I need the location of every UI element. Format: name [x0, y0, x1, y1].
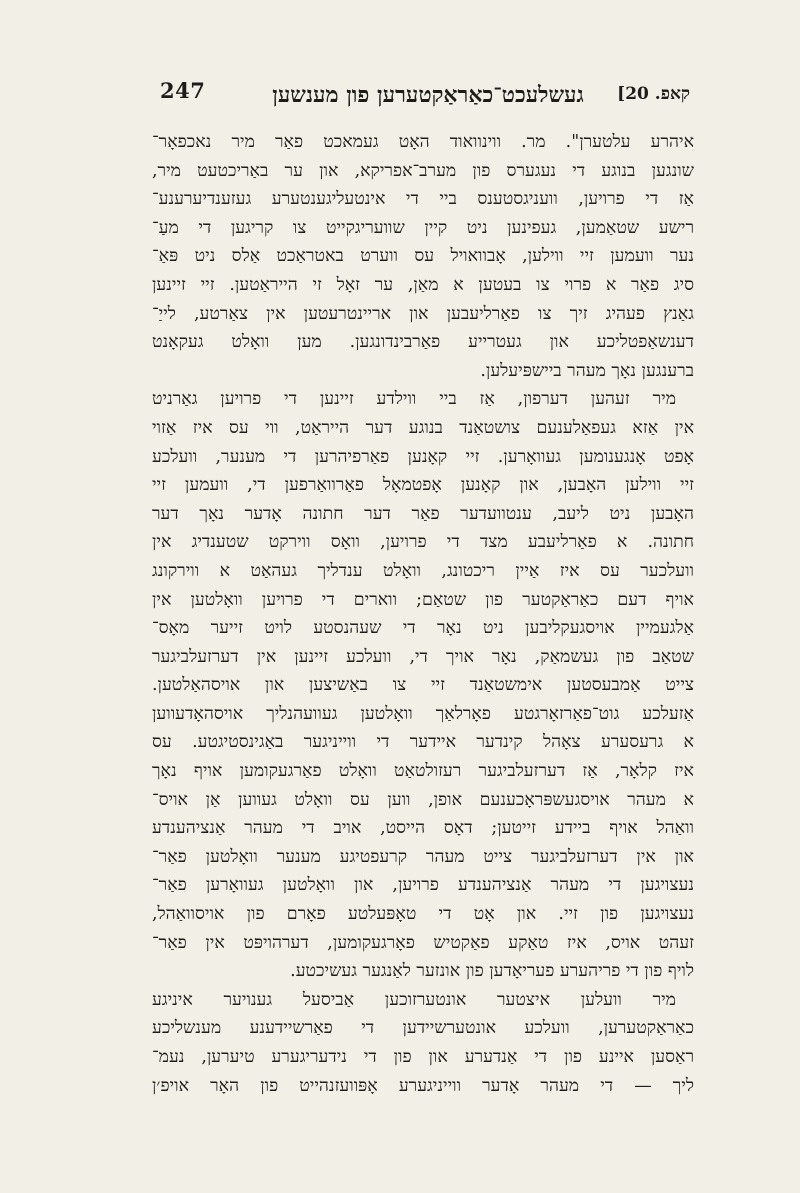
text-line: האָבען ניט ליעב, ענטוועדער פאַר דער חתונה אָדער נאָך דער — [152, 503, 694, 524]
text-line: שונגען בנוגע די נעגערס פון מערב־אפריקא, און ער באַריכטעט מיר, — [152, 160, 694, 181]
text-line: שטאַב פון געשמאַק, נאָר אויך די, וועלכע זיינען אין דערזעלביגער — [152, 646, 694, 667]
text-line: איהרע עלטערן". מר. ווינוואוד האָט געמאכט פאַר מיר נאכפאָר־ — [152, 132, 694, 152]
text-line: נער וועמען זיי ווילען, אָבוואויל עס ווערט באטראַכט אַלס ניט פּאַ־ — [152, 246, 694, 267]
page-header — [148, 78, 690, 118]
text-line: א מעהר אויסגעשפּראָכענעם אופן, ווען עס וואָלט געווען אַן אויס־ — [152, 789, 694, 810]
text-line: איז קלאָר, אַז דערזעלביגער רעזולטאַט וואָלט פאַרגעקומען אויף נאָך — [152, 761, 694, 782]
page-number: 247 — [160, 78, 206, 103]
text-line: אַז די פרויען, וועניגסטענס ביי די אינטעליגענטערע געזענדיערענע־ — [152, 189, 694, 210]
text-line: אַזעלכע גוט־פאַרזאָרגטע פאָרלאַך וואָלטען געוועהנליך אויסהאָדעווען — [152, 703, 694, 724]
text-line: מיר וועלען איצטער אונטערזוכען אַביסעל גענויער איניגע — [152, 989, 676, 1010]
text-line: אין אַזא געפאַלענעם צושטאַנד בנוגע דער הייראַט, ווי עס איז אַזוי — [152, 417, 694, 438]
text-line: סיג פאַר א פרוי צו בעטען א מאַן, ער זאָל זי הייראַטען. זיי זיינען — [152, 274, 694, 295]
text-line: ראַסען איינע פון די אַנדערע און פון די נידעריגערע טיערען, נעמ־ — [152, 1047, 694, 1067]
text-line: צייט אַמבעסטען אימשטאַנד זיי צו באַשיצען און אויסהאַלטען. — [152, 675, 694, 696]
text-line: זעהט אויס, איז טאַקע פאַקטיש פאָרגעקומען, דערהויפּט אין פאַר־ — [152, 932, 694, 953]
text-line: וואַהל אויף ביידע זייטען; דאָס הייסט, אויב די מעהר אַנציהענדע — [152, 818, 694, 839]
text-line: דענשאַפטליכע און געטרייע פאַרבינדונגען. מען וואָלט געקאָנט — [152, 332, 694, 353]
text-line: א גרעסערע צאָהל קינדער איידער די ווייניגער באַגינסטיגטע. עס — [152, 732, 694, 753]
text-line: אויף דעם כאַראַקטער פון שטאַם; ווארים די פרויען וואָלטען אין — [152, 589, 694, 610]
text-line: ברענגען נאָך מעהר ביישפּיעלען. — [480, 360, 694, 381]
text-line: וועלכער עס איז אַיין ריכטונג, וואָלט ענדליך געהאַט א ווירקונג — [152, 560, 694, 581]
running-title: געשלעכט־כאַראַקטערען פון מענשען — [272, 82, 584, 108]
body-text — [152, 128, 694, 1100]
text-line: נעצויגען פון זיי. און אָט די טאָפּעלטע פאָרם פון אויסוואַהל, — [152, 904, 694, 925]
text-line: אָפט אָנגענומען געוואָרען. זיי קאָנען פאַרפיהרען די מענער, וועלכע — [152, 446, 694, 467]
text-line: ליך — די מעהר אָדער ווייניגערע אָפּוועזנהייט פון האָר אויפ׳ן — [152, 1075, 694, 1096]
text-line: אַלגעמיין אויסגעקליבען ניט נאָר די שעהנסטע לויט זייער מאָס־ — [152, 618, 694, 639]
text-line: כאַראַקטערען, וועלכע אונטערשיידען די פאַרשיידענע מענשליכע — [152, 1018, 694, 1039]
text-line: רישע שטאַמען, געפינען ניט קיין שוועריגקייט צו קריגען די מעַ־ — [152, 217, 694, 238]
text-line: זיי ווילען האָבען, און קאָנען אָפטמאָל פאַרוואַרפען די, וועמען זיי — [152, 475, 694, 496]
text-line: גאַנץ פעהיג זיך צו פאַרליעבען און אריינטרעטען אין צאַרטע, לייַ־ — [152, 303, 694, 324]
text-line: מיר זעהען דערפון, אַז ביי ווילדע זיינען די פרויען גאַרניט — [152, 389, 676, 410]
chapter-reference: קאפ. 20] — [617, 84, 690, 104]
text-line: לויף פון די פריהערע פעריאָדען פון אונזער לאַנגער געשיכטע. — [290, 961, 694, 982]
text-line: חתונה. א פאַרליעבע מצד די פרויען, וואָס ווירקט שטענדיג אין — [152, 532, 694, 553]
text-line: און אין דערזעלביגער צייט מעהר קרעפטיגע מענער וואָלטען פאַר־ — [152, 846, 694, 867]
text-line: נעצויגען די מעהר אַנציהענדע פרויען, און וואָלטען געוואָרען פאַר־ — [152, 875, 694, 896]
